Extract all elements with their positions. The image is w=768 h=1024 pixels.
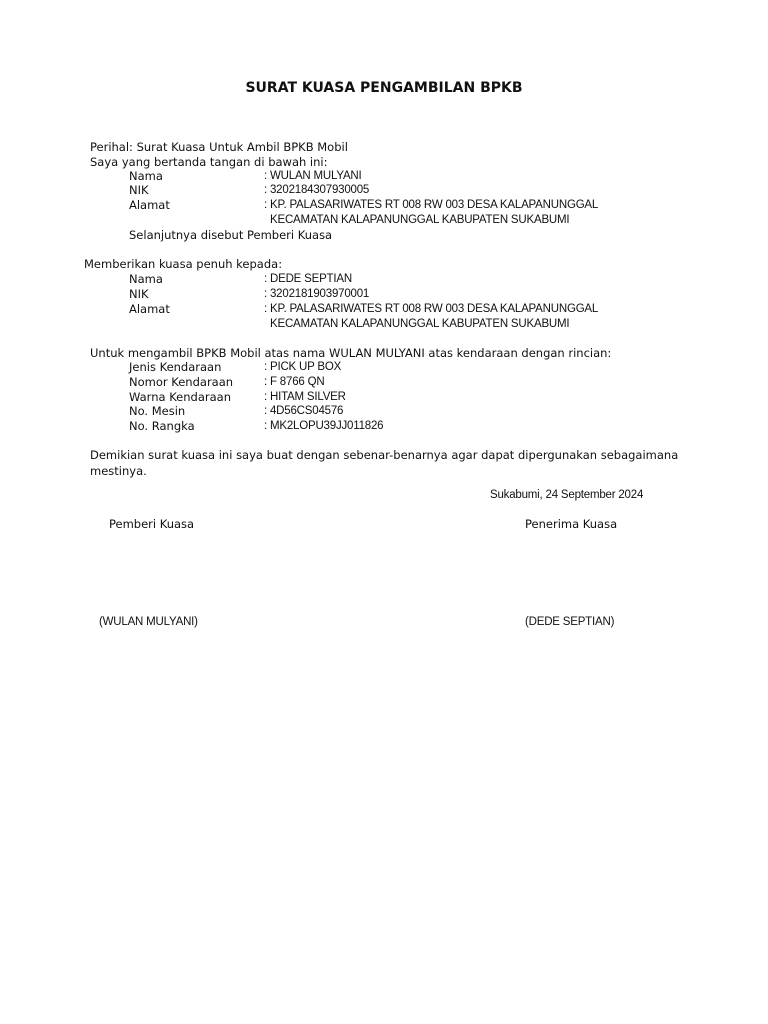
penutup-line-2: mestinya. xyxy=(90,464,147,478)
warna-kendaraan-value: : HITAM SILVER xyxy=(264,391,346,403)
pemberi-disebut-line: Selanjutnya disebut Pemberi Kuasa xyxy=(129,228,333,242)
nomor-kendaraan-label: Nomor Kendaraan xyxy=(129,375,234,389)
penerima-kuasa-signature-label: Penerima Kuasa xyxy=(525,517,618,531)
pemberi-alamat-line-2: KECAMATAN KALAPANUNGGAL KABUPATEN SUKABUMI xyxy=(270,214,570,226)
perihal-line: Perihal: Surat Kuasa Untuk Ambil BPKB Mobil xyxy=(90,140,348,154)
keperluan-line: Untuk mengambil BPKB Mobil atas nama WULAN MULYANI atas kendaraan dengan rincian: xyxy=(90,346,612,360)
nomor-kendaraan-value: : F 8766 QN xyxy=(264,376,325,388)
no-rangka-value: : MK2LOPU39JJ011826 xyxy=(264,420,384,432)
penerima-kuasa-signature-name: (DEDE SEPTIAN) xyxy=(525,616,615,628)
pemberi-kuasa-signature-name: (WULAN MULYANI) xyxy=(99,616,198,628)
penerima-nik-label: NIK xyxy=(129,287,149,301)
pemberi-alamat-label: Alamat xyxy=(129,198,170,212)
penerima-nama-label: Nama xyxy=(129,272,163,286)
penerima-alamat-label: Alamat xyxy=(129,302,170,316)
pemberi-nama-value: : WULAN MULYANI xyxy=(264,170,362,182)
no-mesin-label: No. Mesin xyxy=(129,404,186,418)
place-date: Sukabumi, 24 September 2024 xyxy=(490,489,644,501)
penerima-nik-value: : 3202181903970001 xyxy=(264,288,370,300)
jenis-kendaraan-value: : PICK UP BOX xyxy=(264,361,342,373)
memberikan-line: Memberikan kuasa penuh kepada: xyxy=(84,257,283,271)
no-mesin-value: : 4D56CS04576 xyxy=(264,405,344,417)
document-title: SURAT KUASA PENGAMBILAN BPKB xyxy=(245,80,523,96)
jenis-kendaraan-label: Jenis Kendaraan xyxy=(129,360,222,374)
penerima-alamat-line-2: KECAMATAN KALAPANUNGGAL KABUPATEN SUKABUMI xyxy=(270,318,570,330)
no-rangka-label: No. Rangka xyxy=(129,419,195,433)
intro-line: Saya yang bertanda tangan di bawah ini: xyxy=(90,155,328,169)
penutup-line-1: Demikian surat kuasa ini saya buat dengan sebenar-benarnya agar dapat dipergunakan sebagaimana xyxy=(90,448,679,462)
pemberi-alamat-line-1: : KP. PALASARIWATES RT 008 RW 003 DESA KALAPANUNGGAL xyxy=(264,199,599,211)
penerima-alamat-line-1: : KP. PALASARIWATES RT 008 RW 003 DESA KALAPANUNGGAL xyxy=(264,303,599,315)
penerima-nama-value: : DEDE SEPTIAN xyxy=(264,273,352,285)
pemberi-nama-label: Nama xyxy=(129,169,163,183)
pemberi-nik-label: NIK xyxy=(129,183,149,197)
warna-kendaraan-label: Warna Kendaraan xyxy=(129,390,231,404)
pemberi-nik-value: : 3202184307930005 xyxy=(264,184,370,196)
pemberi-kuasa-signature-label: Pemberi Kuasa xyxy=(109,517,195,531)
